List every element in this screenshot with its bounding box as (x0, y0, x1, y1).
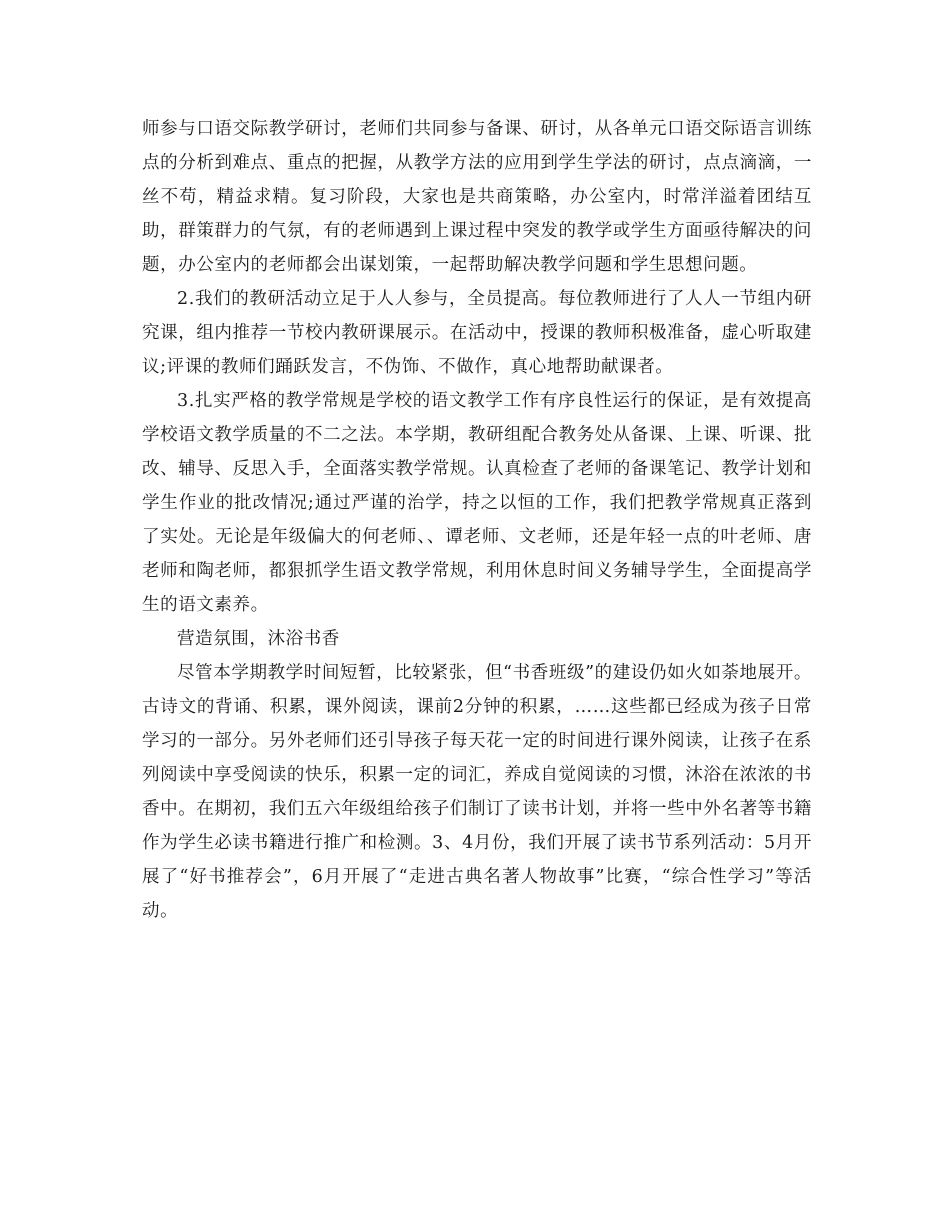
document-body (142, 112, 812, 928)
section-heading: 营造氛围，沐浴书香 (177, 629, 340, 649)
paragraph-point-2: 2.我们的教研活动立足于人人参与，全员提高。每位教师进行了人人一节组内研究课，组内推荐一节校内教研课展示。在活动中，授课的教师积极准备，虚心听取建议;评课的教师们踊跃发言，不伪饰、不做作，真心地帮助献课者。 (142, 289, 812, 377)
paragraph-reading-activities: 尽管本学期教学时间短暂，比较紧张，但“书香班级”的建设仍如火如荼地展开。古诗文的背诵、积累，课外阅读，课前2分钟的积累，……这些都已经成为孩子日常学习的一部分。另外老师们还引导孩子每天花一定的时间进行课外阅读，让孩子在系列阅读中享受阅读的快乐，积累一定的词汇，养成自觉阅读的习惯，沐浴在浓浓的书香中。在期初，我们五六年级组给孩子们制订了读书计划，并将一些中外名著等书籍作为学生必读书籍进行推广和检测。3、4月份，我们开展了读书节系列活动：5月开展了“好书推荐会”，6月开展了“走进古典名著人物故事”比赛，“综合性学习”等活动。 (142, 663, 812, 921)
paragraph-teaching-research: 师参与口语交际教学研讨，老师们共同参与备课、研讨，从各单元口语交际语言训练点的分析到难点、重点的把握，从教学方法的应用到学生学法的研讨，点点滴滴，一丝不苟，精益求精。复习阶段，大家也是共商策略，办公室内，时常洋溢着团结互助，群策群力的气氛，有的老师遇到上课过程中突发的教学或学生方面亟待解决的问题，办公室内的老师都会出谋划策，一起帮助解决教学问题和学生思想问题。 (142, 119, 812, 275)
paragraph-point-3: 3.扎实严格的教学常规是学校的语文教学工作有序良性运行的保证，是有效提高学校语文教学质量的不二之法。本学期，教研组配合教务处从备课、上课、听课、批改、辅导、反思入手，全面落实教学常规。认真检查了老师的备课笔记、教学计划和学生作业的批改情况;通过严谨的治学，持之以恒的工作，我们把教学常规真正落到了实处。无论是年级偏大的何老师、、谭老师、文老师，还是年轻一点的叶老师、唐老师和陶老师，都狠抓学生语文教学常规，利用休息时间义务辅导学生，全面提高学生的语文素养。 (142, 391, 812, 615)
